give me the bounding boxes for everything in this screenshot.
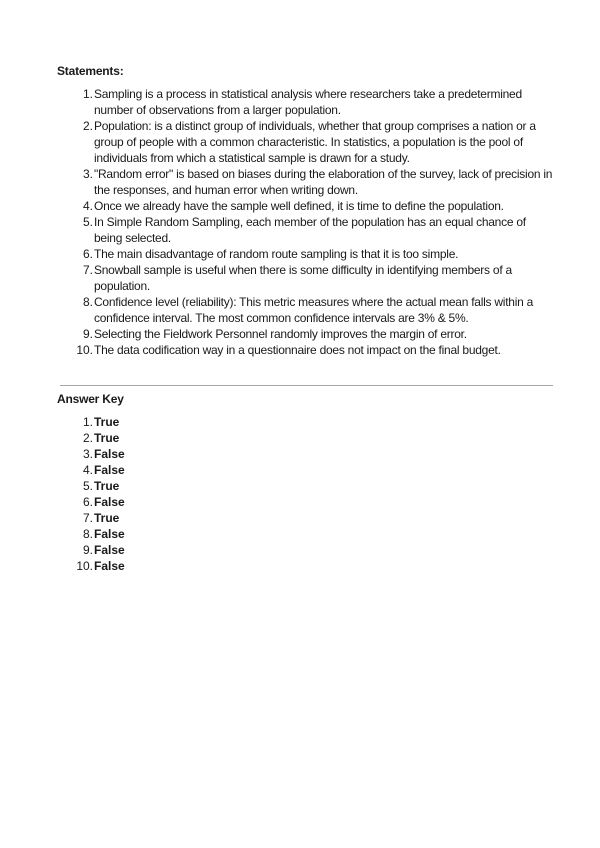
answer-key-heading: Answer Key [57, 392, 124, 406]
answer-item [57, 462, 257, 478]
statement-number: 3. [82, 167, 93, 181]
answer-number: 1. [82, 415, 93, 429]
statement-item [57, 198, 557, 214]
answer-value: True [94, 431, 120, 445]
answer-number: 3. [82, 447, 93, 461]
section-divider [60, 385, 553, 386]
statement-text: The data codification way in a questionnaire does not impact on the final budget. [94, 343, 501, 357]
statement-number: 10. [76, 343, 93, 357]
answer-item [57, 526, 257, 542]
statement-item [57, 214, 557, 246]
statement-number: 2. [82, 119, 93, 133]
statements-heading: Statements: [57, 64, 124, 78]
statement-number: 1. [82, 87, 93, 101]
statement-item [57, 294, 557, 326]
statement-text: Selecting the Fieldwork Personnel randomly improves the margin of error. [94, 327, 467, 341]
statement-number: 7. [82, 263, 93, 277]
statement-number: 9. [82, 327, 93, 341]
answer-value: False [94, 447, 125, 461]
answer-number: 6. [82, 495, 93, 509]
statement-text: Population: is a distinct group of individuals, whether that group comprises a nation or a group of people with a common characteristic. In statistics, a population is the pool of individuals from which a statistical sample is drawn for a study. [94, 119, 536, 165]
statement-number: 6. [82, 247, 93, 261]
answer-item [57, 494, 257, 510]
answer-number: 10. [76, 559, 93, 573]
statement-item [57, 86, 557, 118]
answer-key-list [57, 414, 257, 574]
statement-text: "Random error" is based on biases during the elaboration of the survey, lack of precision in the responses, and human error when writing down. [94, 167, 553, 197]
answer-value: False [94, 559, 125, 573]
answer-item [57, 430, 257, 446]
statement-item [57, 342, 557, 358]
statement-text: The main disadvantage of random route sampling is that it is too simple. [94, 247, 459, 261]
answer-number: 9. [82, 543, 93, 557]
statement-item [57, 246, 557, 262]
statement-text: Sampling is a process in statistical analysis where researchers take a predetermined number of observations from a larger population. [94, 87, 522, 117]
answer-value: False [94, 527, 125, 541]
statement-number: 5. [82, 215, 93, 229]
statement-text: Snowball sample is useful when there is some difficulty in identifying members of a population. [94, 263, 512, 293]
answer-number: 2. [82, 431, 93, 445]
answer-number: 5. [82, 479, 93, 493]
statement-item [57, 326, 557, 342]
answer-number: 8. [82, 527, 93, 541]
answer-item [57, 414, 257, 430]
statements-list [57, 86, 557, 358]
answer-item [57, 510, 257, 526]
statement-number: 8. [82, 295, 93, 309]
answer-item [57, 542, 257, 558]
answer-value: True [94, 511, 120, 525]
answer-number: 4. [82, 463, 93, 477]
answer-value: False [94, 543, 125, 557]
statement-number: 4. [82, 199, 93, 213]
answer-item [57, 446, 257, 462]
answer-value: True [94, 415, 120, 429]
answer-number: 7. [82, 511, 93, 525]
statement-text: Confidence level (reliability): This metric measures where the actual mean falls within a confidence interval. The most common confidence intervals are 3% & 5%. [94, 295, 534, 325]
answer-value: False [94, 463, 125, 477]
answer-value: False [94, 495, 125, 509]
statement-text: Once we already have the sample well defined, it is time to define the population. [94, 199, 504, 213]
statement-item [57, 118, 557, 166]
statement-item [57, 262, 557, 294]
statement-text: In Simple Random Sampling, each member of the population has an equal chance of being selected. [94, 215, 526, 245]
answer-item [57, 478, 257, 494]
answer-item [57, 558, 257, 574]
statement-item [57, 166, 557, 198]
answer-value: True [94, 479, 120, 493]
